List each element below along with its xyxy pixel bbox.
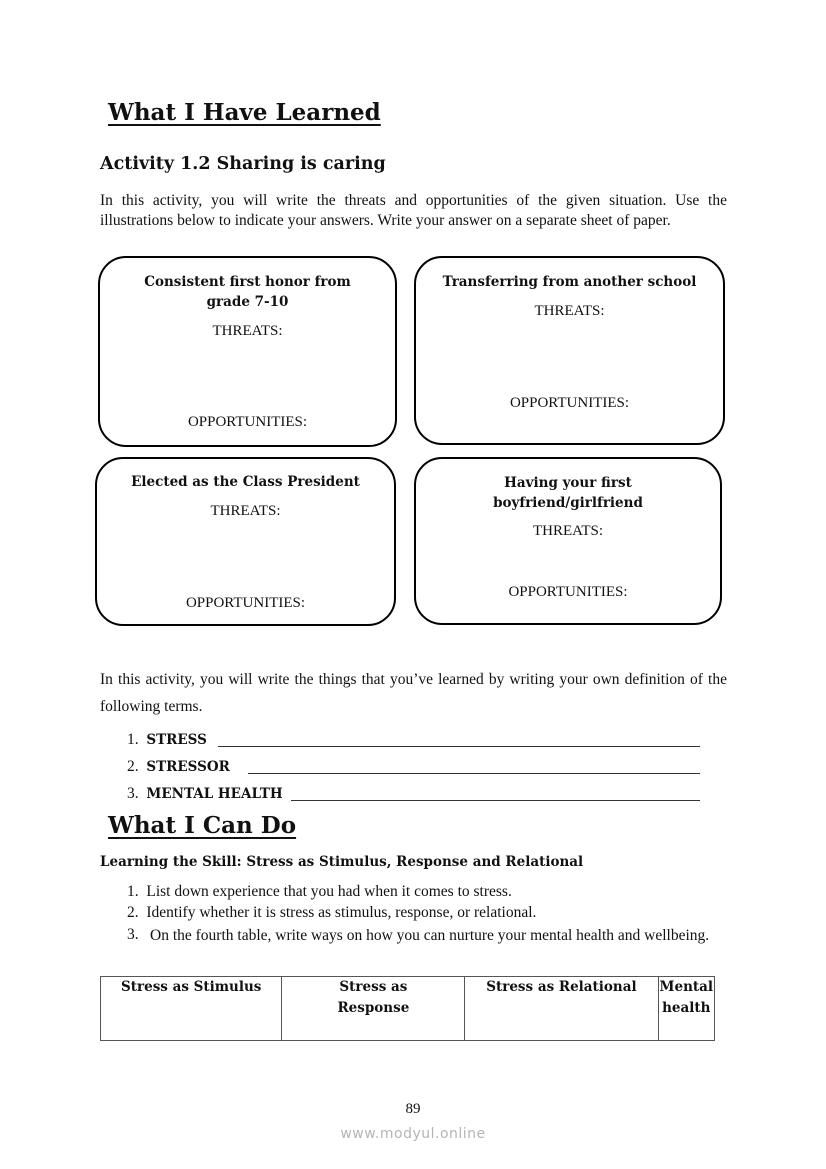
activity-instructions: In this activity, you will write the threats and opportunities of the given situation. Use the illustrations below to indicate your answers. Write your answer on a separate sheet of paper. [100, 192, 727, 229]
skill-subtitle: Learning the Skill: Stress as Stimulus, Response and Relational [100, 854, 584, 870]
term-label: MENTAL HEALTH [146, 786, 283, 802]
step-number: 3. [127, 926, 139, 943]
section-title-what-i-have-learned: What I Have Learned [108, 99, 381, 126]
answer-line [248, 773, 700, 774]
step-text: On the fourth table, write ways on how you can nurture your mental health and wellbeing. [150, 927, 710, 944]
table-header-stimulus: Stress as Stimulus [101, 977, 282, 1041]
box-threats-label: THREATS: [534, 303, 605, 319]
page-number: 89 [405, 1101, 421, 1117]
table-header-response: Stress as Response [282, 977, 465, 1041]
step-3 [127, 925, 727, 947]
situation-box-1 [98, 256, 397, 447]
reflection-table [100, 976, 715, 1041]
box-title: Transferring from another school [442, 274, 697, 290]
situation-box-2 [414, 256, 725, 445]
table-header-mental-health: Mental health [658, 977, 714, 1041]
step-text: List down experience that you had when it comes to stress. [146, 883, 512, 900]
box-opportunities-label: OPPORTUNITIES: [187, 414, 308, 430]
situation-box-3 [95, 457, 396, 626]
watermark: www.modyul.online [340, 1126, 486, 1142]
term-number: 2. [127, 758, 139, 775]
box-title: Consistent first honor from grade 7-10 [144, 274, 351, 310]
box-opportunities-label: OPPORTUNITIES: [508, 584, 628, 600]
box-title: Having your first boyfriend/girlfriend [493, 475, 643, 511]
step-number: 1. [127, 883, 139, 900]
box-threats-label: THREATS: [532, 523, 603, 539]
term-label: STRESSOR [146, 759, 230, 775]
term-number: 3. [127, 785, 139, 802]
term-2 [127, 758, 230, 776]
situation-box-4 [414, 457, 722, 625]
step-2 [127, 903, 536, 923]
term-label: STRESS [146, 732, 207, 748]
table-header-row [101, 977, 715, 1041]
box-opportunities-label: OPPORTUNITIES: [509, 395, 630, 411]
answer-line [218, 746, 700, 747]
step-text: Identify whether it is stress as stimulus, response, or relational. [146, 904, 537, 921]
box-opportunities-label: OPPORTUNITIES: [185, 595, 306, 611]
box-title: Elected as the Class President [131, 474, 360, 490]
box-threats-label: THREATS: [210, 503, 281, 519]
term-3 [127, 785, 283, 803]
step-number: 2. [127, 904, 139, 921]
term-1 [127, 731, 207, 749]
section-title-what-i-can-do: What I Can Do [108, 812, 297, 839]
box-threats-label: THREATS: [212, 323, 283, 339]
term-number: 1. [127, 731, 139, 748]
table-header-relational: Stress as Relational [465, 977, 658, 1041]
step-1 [127, 882, 512, 902]
answer-line [291, 800, 700, 801]
definitions-instructions: In this activity, you will write the things that you’ve learned by writing your own definition of the following terms. [100, 671, 727, 715]
activity-title: Activity 1.2 Sharing is caring [100, 154, 386, 174]
